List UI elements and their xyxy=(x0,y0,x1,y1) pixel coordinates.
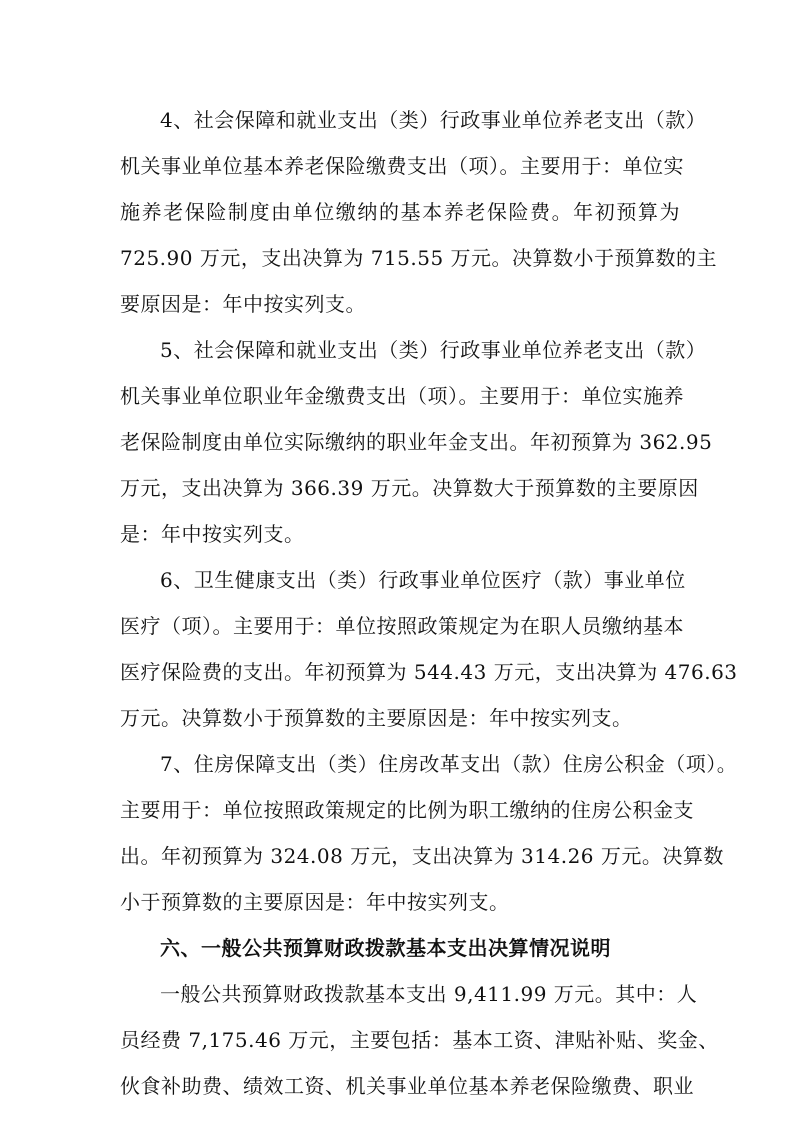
text-line: 万元。决算数小于预算数的主要原因是：年中按实列支。 xyxy=(120,706,633,730)
text-line: 要原因是：年中按实列支。 xyxy=(120,292,366,316)
text-line: 老保险制度由单位实际缴纳的职业年金支出。年初预算为 362.95 xyxy=(120,430,713,454)
document-body xyxy=(120,97,738,1109)
text-line: 万元，支出决算为 366.39 万元。决算数大于预算数的主要原因 xyxy=(120,476,699,500)
text-line: 机关事业单位职业年金缴费支出（项）。主要用于：单位实施养 xyxy=(120,384,684,408)
text-line: 伙食补助费、绩效工资、机关事业单位基本养老保险缴费、职业 xyxy=(120,1074,694,1098)
text-line: 6、卫生健康支出（类）行政事业单位医疗（款）事业单位 xyxy=(160,568,686,592)
text-line: 5、社会保障和就业支出（类）行政事业单位养老支出（款） xyxy=(160,338,707,362)
text-line: 机关事业单位基本养老保险缴费支出（项）。主要用于：单位实 xyxy=(120,154,684,178)
text-line: 是：年中按实列支。 xyxy=(120,522,305,546)
text-line: 一般公共预算财政拨款基本支出 9,411.99 万元。其中：人 xyxy=(160,982,698,1006)
text-line: 施养老保险制度由单位缴纳的基本养老保险费。年初预算为 xyxy=(120,200,680,224)
text-line: 小于预算数的主要原因是：年中按实列支。 xyxy=(120,890,510,914)
text-line: 7、住房保障支出（类）住房改革支出（款）住房公积金（项）。 xyxy=(160,752,738,776)
text-line: 医疗保险费的支出。年初预算为 544.43 万元，支出决算为 476.63 xyxy=(120,660,738,684)
text-line: 主要用于：单位按照政策规定的比例为职工缴纳的住房公积金支 xyxy=(120,798,694,822)
text-line: 医疗（项）。主要用于：单位按照政策规定为在职人员缴纳基本 xyxy=(120,614,684,638)
text-line: 725.90 万元，支出决算为 715.55 万元。决算数小于预算数的主 xyxy=(120,246,718,270)
text-line: 4、社会保障和就业支出（类）行政事业单位养老支出（款） xyxy=(160,108,707,132)
text-line: 出。年初预算为 324.08 万元，支出决算为 314.26 万元。决算数 xyxy=(120,844,724,868)
text-line: 员经费 7,175.46 万元，主要包括：基本工资、津贴补贴、奖金、 xyxy=(120,1028,719,1052)
section-heading: 六、一般公共预算财政拨款基本支出决算情况说明 xyxy=(160,936,611,960)
